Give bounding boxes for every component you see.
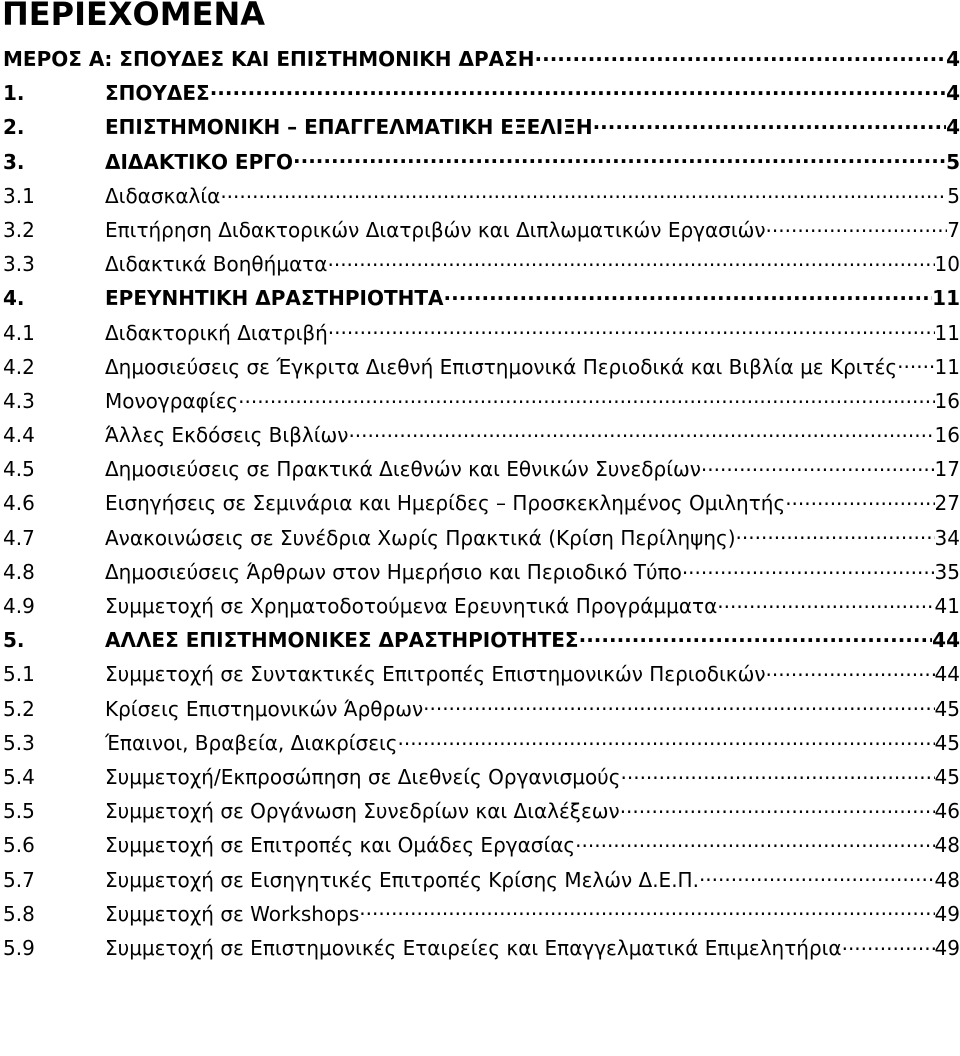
toc-entry[interactable] xyxy=(0,247,960,281)
toc-entry-title: Κρίσεις Επιστημονικών Άρθρων xyxy=(105,696,424,721)
toc-entry-number: 2. xyxy=(3,115,25,140)
dot-leader xyxy=(593,110,947,134)
toc-entry-title: Διδακτορική Διατριβή xyxy=(105,320,328,345)
toc-entry-number: 4. xyxy=(3,286,25,311)
dot-leader xyxy=(535,42,947,66)
dot-leader xyxy=(766,213,948,237)
toc-entry-title: ΕΠΙΣΤΗΜΟΝΙΚΗ – ΕΠΑΓΓΕΛΜΑΤΙΚΗ ΕΞΕΛΙΞΗ xyxy=(105,115,593,140)
toc-entry-number: 3.1 xyxy=(3,183,35,208)
toc-entry-number: 5.7 xyxy=(3,867,35,892)
toc-entry-page-number: 35 xyxy=(934,559,960,584)
toc-entry[interactable] xyxy=(0,794,960,828)
toc-entry[interactable] xyxy=(0,418,960,452)
toc-entry-title: Συμμετοχή σε Χρηματοδοτούμενα Ερευνητικά Προγράμματα xyxy=(105,594,718,618)
toc-entry-page-number: 16 xyxy=(934,423,960,448)
toc-entry[interactable] xyxy=(0,452,960,486)
toc-entry[interactable] xyxy=(0,589,960,623)
toc-entry[interactable] xyxy=(0,555,960,589)
toc-entry-number: 3.2 xyxy=(3,217,35,242)
dot-leader xyxy=(423,692,934,716)
toc-entry-title: Εισηγήσεις σε Σεμινάρια και Ημερίδες – Προσκεκλημένος Ομιλητής xyxy=(105,491,786,516)
page-title: ΠΕΡΙΕΧΟΜΕΝΑ xyxy=(2,0,265,33)
dot-leader xyxy=(348,418,934,442)
toc-entry-title: Δημοσιεύσεις σε Πρακτικά Διεθνών και Εθνικών Συνεδρίων xyxy=(105,457,701,482)
toc-entry-number: 5.9 xyxy=(3,935,35,960)
toc-entry-page-number: 48 xyxy=(934,867,960,892)
toc-entry-number: 5.8 xyxy=(3,901,35,926)
dot-leader xyxy=(701,452,935,476)
toc-entry-page-number: 10 xyxy=(934,252,960,277)
toc-entry-page-number: 7 xyxy=(947,217,960,242)
dot-leader xyxy=(238,384,934,408)
toc-entry-page-number: 49 xyxy=(934,901,960,926)
toc-entry-title: Διδακτικά Βοηθήματα xyxy=(105,252,328,277)
toc-entry-number: 5.1 xyxy=(3,662,35,687)
toc-entry-title: Επιτήρηση Διδακτορικών Διατριβών και Διπλωματικών Εργασιών xyxy=(105,217,766,242)
toc-entry-number: 4.1 xyxy=(3,320,35,345)
toc-entry-title: ΔΙΔΑΚΤΙΚΟ ΕΡΓΟ xyxy=(105,149,293,174)
toc-entry-number: 4.4 xyxy=(3,423,35,448)
toc-entry-title: ΕΡΕΥΝΗΤΙΚΗ ΔΡΑΣΤΗΡΙΟΤΗΤΑ xyxy=(105,286,444,311)
toc-entry-title: ΑΛΛΕΣ ΕΠΙΣΤΗΜΟΝΙΚΕΣ ΔΡΑΣΤΗΡΙΟΤΗΤΕΣ xyxy=(105,628,579,653)
toc-entry-number: 5.5 xyxy=(3,799,35,824)
toc-entry-title: Συμμετοχή/Εκπροσώπηση σε Διεθνείς Οργανισμούς xyxy=(105,764,621,789)
dot-leader xyxy=(897,350,934,374)
toc-entry-number: 5.3 xyxy=(3,730,35,755)
toc-entry-page-number: 11 xyxy=(932,286,960,311)
toc-entry-title: Συμμετοχή σε Οργάνωση Συνεδρίων και Διαλέξεων xyxy=(105,799,620,824)
toc-entry[interactable] xyxy=(0,521,960,555)
dot-leader xyxy=(575,828,934,852)
dot-leader xyxy=(220,179,947,203)
dot-leader xyxy=(621,760,935,784)
dot-leader xyxy=(293,145,946,169)
toc-entry-page-number: 45 xyxy=(934,764,960,789)
toc-entry-page-number: 5 xyxy=(947,183,960,208)
toc-entry-number: 4.9 xyxy=(3,594,35,618)
dot-leader xyxy=(398,726,935,750)
dot-leader xyxy=(328,316,935,340)
toc-entry-number: 3.3 xyxy=(3,252,35,277)
toc-list xyxy=(0,42,960,965)
dot-leader xyxy=(327,247,934,271)
toc-entry[interactable] xyxy=(0,384,960,418)
toc-entry-title: Δημοσιεύσεις σε Έγκριτα Διεθνή Επιστημονικά Περιοδικά και Βιβλία με Κριτές xyxy=(105,354,898,379)
toc-entry-page-number: 44 xyxy=(934,662,960,687)
toc-entry-number: 4.8 xyxy=(3,559,35,584)
toc-entry-number: 3. xyxy=(3,149,25,174)
dot-leader xyxy=(444,281,933,305)
toc-entry-page-number: 27 xyxy=(934,491,960,516)
toc-entry[interactable] xyxy=(0,726,960,760)
toc-entry[interactable] xyxy=(0,76,960,110)
toc-entry-number: 4.6 xyxy=(3,491,35,516)
dot-leader xyxy=(359,897,934,921)
toc-entry-title: Έπαινοι, Βραβεία, Διακρίσεις xyxy=(105,730,398,755)
toc-entry[interactable] xyxy=(0,281,960,315)
toc-entry-page-number: 48 xyxy=(934,833,960,858)
dot-leader xyxy=(766,657,935,681)
toc-entry[interactable] xyxy=(0,897,960,931)
toc-entry-page-number: 45 xyxy=(934,730,960,755)
dot-leader xyxy=(210,76,946,100)
toc-entry-page-number: 44 xyxy=(932,628,960,653)
toc-entry-title: Άλλες Εκδόσεις Βιβλίων xyxy=(105,423,349,448)
toc-entry-title: Συμμετοχή σε Επιτροπές και Ομάδες Εργασίας xyxy=(105,833,576,858)
dot-leader xyxy=(736,521,935,545)
toc-entry-page-number: 5 xyxy=(946,149,960,174)
toc-entry-number: 5. xyxy=(3,628,25,653)
toc-entry-title: Συμμετοχή σε Workshops xyxy=(105,901,360,926)
dot-leader xyxy=(699,863,935,887)
toc-entry[interactable] xyxy=(0,623,960,657)
toc-entry-number: 4.2 xyxy=(3,354,35,379)
toc-entry-number: 4.7 xyxy=(3,525,35,550)
toc-entry[interactable] xyxy=(0,179,960,213)
toc-entry-page-number: 11 xyxy=(934,354,960,379)
toc-entry-title: Συμμετοχή σε Εισηγητικές Επιτροπές Κρίσης Μελών Δ.Ε.Π. xyxy=(105,867,699,892)
toc-entry[interactable] xyxy=(0,110,960,144)
toc-entry-number: 4.3 xyxy=(3,388,35,413)
toc-entry-page-number: 17 xyxy=(934,457,960,482)
toc-entry-number: 5.6 xyxy=(3,833,35,858)
toc-entry-title: Μονογραφίες xyxy=(105,388,239,413)
toc-entry-number: 5.2 xyxy=(3,696,35,721)
dot-leader xyxy=(682,555,935,579)
dot-leader xyxy=(620,794,935,818)
toc-entry[interactable] xyxy=(0,760,960,794)
toc-entry-page-number: 4 xyxy=(946,81,960,106)
toc-entry[interactable] xyxy=(0,213,960,247)
dot-leader xyxy=(785,486,934,510)
toc-entry-page-number: 46 xyxy=(934,799,960,824)
dot-leader xyxy=(717,589,934,613)
toc-entry-title: ΜΕΡΟΣ Α: ΣΠΟΥΔΕΣ ΚΑΙ ΕΠΙΣΤΗΜΟΝΙΚΗ ΔΡΑΣΗ xyxy=(3,47,535,71)
toc-entry-page-number: 11 xyxy=(934,320,960,345)
toc-entry-title: Δημοσιεύσεις Άρθρων στον Ημερήσιο και Περιοδικό Τύπο xyxy=(105,559,682,584)
toc-entry[interactable] xyxy=(0,486,960,520)
toc-entry-number: 4.5 xyxy=(3,457,35,482)
toc-entry-number: 5.4 xyxy=(3,764,35,789)
toc-entry[interactable] xyxy=(0,145,960,179)
toc-entry-title: Διδασκαλία xyxy=(105,183,221,208)
toc-entry-title: Συμμετοχή σε Συντακτικές Επιτροπές Επιστημονικών Περιοδικών xyxy=(105,662,766,687)
toc-entry-title: Συμμετοχή σε Επιστημονικές Εταιρείες και Επαγγελματικά Επιμελητήρια xyxy=(105,935,842,960)
toc-entry[interactable] xyxy=(0,657,960,691)
dot-leader xyxy=(579,623,933,647)
toc-entry-page-number: 45 xyxy=(934,696,960,721)
toc-entry-page-number: 4 xyxy=(946,47,960,71)
toc-entry[interactable] xyxy=(0,42,960,76)
toc-entry-page-number: 49 xyxy=(934,935,960,960)
dot-leader xyxy=(842,931,935,955)
toc-entry-number: 1. xyxy=(3,81,25,106)
toc-entry-title: ΣΠΟΥΔΕΣ xyxy=(105,81,210,106)
toc-entry[interactable] xyxy=(0,692,960,726)
toc-entry-page-number: 4 xyxy=(946,115,960,140)
toc-entry[interactable] xyxy=(0,863,960,897)
toc-entry-page-number: 34 xyxy=(934,525,960,550)
toc-entry-title: Ανακοινώσεις σε Συνέδρια Χωρίς Πρακτικά (Κρίση Περίληψης) xyxy=(105,525,736,550)
toc-entry[interactable] xyxy=(0,931,960,965)
toc-entry[interactable] xyxy=(0,316,960,350)
toc-entry[interactable] xyxy=(0,828,960,862)
toc-entry[interactable] xyxy=(0,350,960,384)
toc-entry-page-number: 16 xyxy=(934,388,960,413)
toc-entry-page-number: 41 xyxy=(934,594,960,618)
